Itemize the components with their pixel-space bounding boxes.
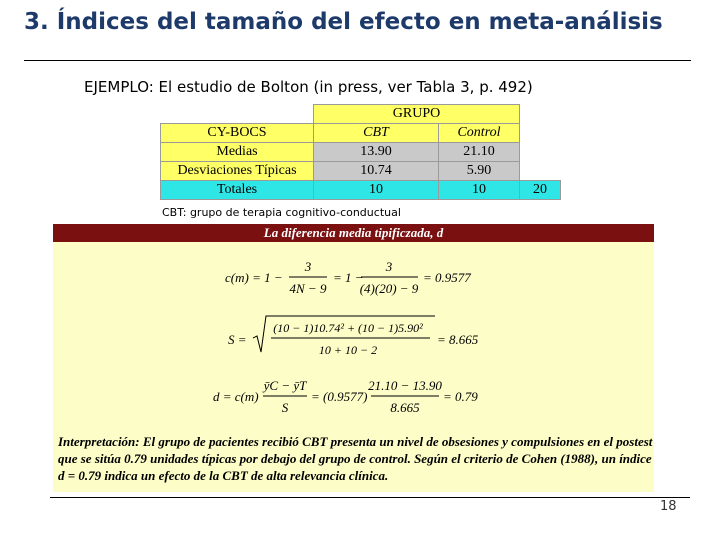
cm-num1: 3 (304, 259, 312, 274)
table-empty-cell (520, 162, 561, 181)
cell-total: 20 (520, 181, 561, 200)
cm-den1: 4N − 9 (289, 281, 327, 296)
cell-control: 5.90 (439, 162, 520, 181)
table-group-header: GRUPO (314, 105, 520, 124)
page-number: 18 (660, 499, 677, 514)
table-row (161, 143, 561, 162)
cm-result: = 0.9577 (423, 270, 471, 285)
interpretation-text: Interpretación: El grupo de pacientes recibió CBT presenta un nivel de obsesiones y compulsiones en el postest que se sitúa 0.79 unidades típicas por debajo del grupo de control. Según el criterio de Cohen (1988), un índice d = 0.79 indica un efecto de la CBT de alta relevancia clínica. (58, 434, 653, 483)
row-label: Desviaciones Típicas (161, 162, 314, 181)
table-col-control: Control (439, 124, 520, 143)
d-num2: 21.10 − 13.90 (368, 378, 442, 393)
cm-mid: = 1 − (333, 270, 364, 285)
table-col-cbt: CBT (314, 124, 439, 143)
table-row (161, 162, 561, 181)
row-label: Medias (161, 143, 314, 162)
cell-cbt: 13.90 (314, 143, 439, 162)
cm-den2: (4)(20) − 9 (359, 281, 419, 296)
table-row-totals (161, 181, 561, 200)
cell-control: 10 (439, 181, 520, 200)
table-empty-corner (161, 105, 314, 124)
table-empty-cell (520, 143, 561, 162)
d-num1: ȳC − ȳT (263, 378, 307, 393)
example-caption: EJEMPLO: El estudio de Bolton (in press, ver Tabla 3, p. 492) (84, 78, 533, 96)
cell-control: 21.10 (439, 143, 520, 162)
data-table (160, 104, 561, 200)
cm-num2: 3 (385, 259, 393, 274)
formula-block (213, 256, 505, 416)
table-empty-cell (520, 105, 561, 124)
slide-title: 3. Índices del tamaño del efecto en meta-análisis (24, 9, 663, 35)
table-note: CBT: grupo de terapia cognitivo-conductual (162, 206, 401, 219)
cm-lhs: c(m) = 1 − (225, 270, 283, 285)
cell-cbt: 10.74 (314, 162, 439, 181)
panel-heading: La diferencia media tipificzada, d (53, 224, 654, 242)
title-divider (24, 60, 691, 61)
s-denominator: 10 + 10 − 2 (318, 343, 378, 357)
row-label: Totales (161, 181, 314, 200)
s-numerator: (10 − 1)10.74² + (10 − 1)5.90² (273, 321, 423, 335)
table-empty-cell (520, 124, 561, 143)
s-lhs: S = (228, 332, 247, 347)
table-scale-label: CY-BOCS (161, 124, 314, 143)
d-den2: 8.665 (390, 400, 420, 415)
d-result: = 0.79 (443, 389, 478, 404)
cell-cbt: 10 (314, 181, 439, 200)
s-result: = 8.665 (437, 332, 479, 347)
d-den1: S (281, 400, 289, 415)
d-mid: = (0.9577) (311, 389, 368, 404)
d-lhs: d = c(m) (213, 389, 259, 404)
footer-divider (50, 497, 690, 498)
